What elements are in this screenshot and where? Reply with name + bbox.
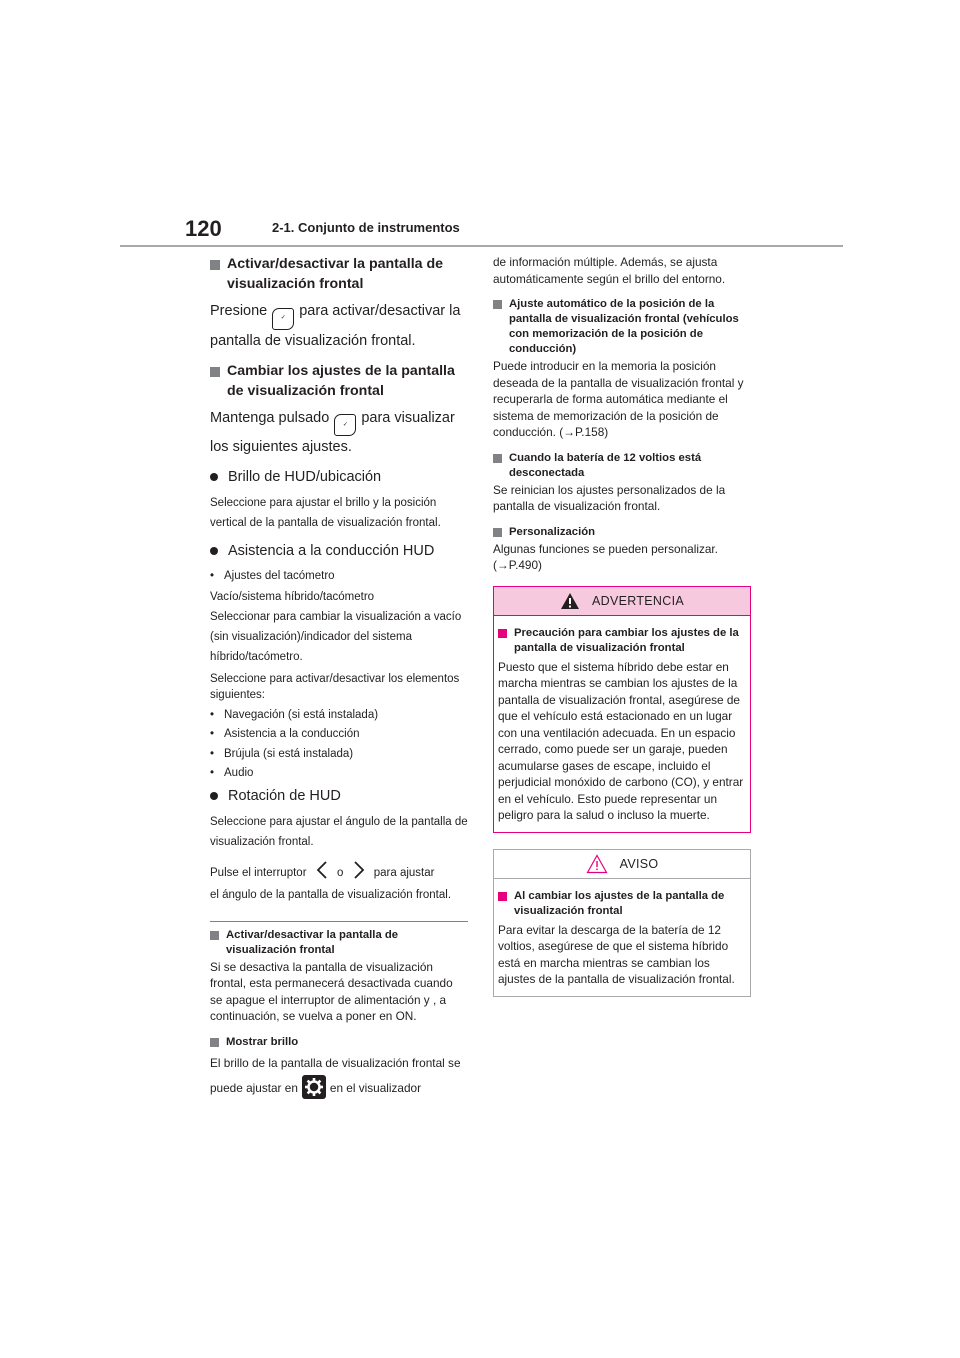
hud-switch-icon: ✓	[272, 308, 294, 330]
note-heading-customization: Personalización	[493, 525, 751, 540]
bullet-driving-assist: Asistencia a la conducción HUD	[210, 541, 468, 561]
bullet-dot-icon	[210, 473, 218, 481]
page-number: 120	[185, 216, 222, 241]
notice-box	[493, 849, 751, 997]
square-bullet-icon	[498, 629, 507, 638]
text-rotation: Seleccione para ajustar el ángulo de la pantalla de visualización frontal.	[210, 815, 468, 848]
notes-divider	[210, 921, 468, 922]
text-brightness: Seleccione para ajustar el brillo y la posición vertical de la pantalla de visualización frontal.	[210, 497, 441, 529]
bullet-brightness: Brillo de HUD/ubicación	[210, 467, 468, 487]
text-elements-intro: Seleccione para activar/desactivar los elementos siguientes:	[210, 672, 460, 701]
list-item: • Brújula (si está instalada)	[210, 747, 354, 760]
note-heading-brightness: Mostrar brillo	[210, 1035, 468, 1050]
note-text-auto-position: Puede introducir en la memoria la posición deseada de la pantalla de visualización frontal y recuperarla de forma automática mediante el sistema de memorización de la posición de conducción. (→P.158)	[493, 359, 744, 439]
left-column	[210, 254, 468, 1110]
list-item: • Ajustes del tacómetro	[210, 570, 335, 582]
chevron-right-icon	[353, 860, 365, 880]
note-text-customization: Algunas funciones se pueden personalizar. (→P.490)	[493, 541, 718, 572]
warning-box-header: ADVERTENCIA	[494, 587, 750, 616]
text-tachometer-desc: Seleccionar para cambiar la visualización a vacío (sin visualización)/indicador del sistema híbrido/tacómetro.	[210, 610, 462, 663]
square-bullet-icon	[493, 454, 502, 463]
hud-switch-icon: ✓	[334, 414, 356, 436]
square-bullet-icon	[210, 260, 220, 270]
bullet-dot-icon	[210, 547, 218, 555]
note-text-battery: Se reinician los ajustes personalizados de la pantalla de visualización frontal.	[493, 482, 726, 513]
list-item: • Navegación (si está instalada)	[210, 708, 379, 721]
warning-text: Puesto que el sistema híbrido debe estar en marcha mientras se cambian los ajustes de la pantalla de visualización frontal, asegúrese de que el vehículo está estacionado en un lugar con una ventilación adecuada. En un espacio cerrado, como puede ser un garaje, pueden acumularse gases de escape, incluido el perjudicial monóxido de carbono (CO), y entrar en el vehículo. Esto puede representar un peligro para la salud o incluso la muerte.	[498, 659, 744, 822]
heading-change-settings: Cambiar los ajustes de la pantalla de visualización frontal	[210, 361, 468, 401]
note-heading-battery: Cuando la batería de 12 voltios está desconectada	[493, 451, 751, 481]
square-bullet-icon	[210, 931, 219, 940]
square-bullet-icon	[210, 1038, 219, 1047]
header-rule	[120, 245, 843, 247]
square-bullet-icon	[210, 367, 220, 377]
note-heading-auto-position: Ajuste automático de la posición de la pantalla de visualización frontal (vehículos con memorización de la posición de conducción)	[493, 297, 751, 357]
chevron-left-icon	[316, 860, 328, 880]
text-rotation-switch: Pulse el interruptor o para ajustar	[210, 860, 468, 885]
square-bullet-icon	[493, 528, 502, 537]
note-heading-activate: Activar/desactivar la pantalla de visualización frontal	[210, 928, 468, 958]
square-bullet-icon	[498, 892, 507, 901]
notice-heading: Al cambiar los ajustes de la pantalla de visualización frontal	[498, 889, 746, 919]
notice-text: Para evitar la descarga de la batería de 12 voltios, asegúrese de que el sistema híbrido está en marcha mientras se cambian los ajustes de la pantalla de visualización frontal.	[498, 922, 735, 986]
list-item: • Audio	[210, 767, 254, 779]
list-item: • Asistencia a la conducción	[210, 728, 360, 740]
note-text-brightness: El brillo de la pantalla de visualización frontal se puede ajustar en en el visualizador	[210, 1051, 468, 1100]
warning-triangle-icon	[560, 592, 580, 610]
notice-box-header: AVISO	[494, 850, 750, 879]
notice-box-body	[494, 879, 750, 996]
note-text-activate: Si se desactiva la pantalla de visualización frontal, esta permanecerá desactivada cuando se apague el interruptor de alimentación y , a continuación, se vuelva a poner en ON.	[210, 959, 453, 1023]
square-bullet-icon	[493, 300, 502, 309]
paragraph-change-settings: Mantenga pulsado ✓ para visualizar los siguientes ajustes.	[210, 409, 455, 455]
warning-box-body	[494, 616, 750, 832]
warning-heading: Precaución para cambiar los ajustes de la pantalla de visualización frontal	[498, 626, 746, 656]
notice-triangle-icon	[586, 854, 608, 874]
bullet-rotation: Rotación de HUD	[210, 786, 468, 806]
warning-box	[493, 586, 751, 833]
section-title: 2-1. Conjunto de instrumentos	[272, 220, 460, 235]
right-column	[493, 254, 751, 997]
heading-activate: Activar/desactivar la pantalla de visualización frontal	[210, 254, 468, 294]
paragraph-activate: Presione ✓ para activar/desactivar la pantalla de visualización frontal.	[210, 303, 461, 349]
text-rotation-switch-cont: el ángulo de la pantalla de visualización frontal.	[210, 888, 452, 901]
bullet-dot-icon	[210, 792, 218, 800]
gear-icon	[302, 1075, 326, 1099]
text-tachometer-options: Vacío/sistema híbrido/tacómetro	[210, 590, 375, 603]
text-continuation: de información múltiple. Además, se ajusta automáticamente según el brillo del entorno.	[493, 255, 726, 286]
